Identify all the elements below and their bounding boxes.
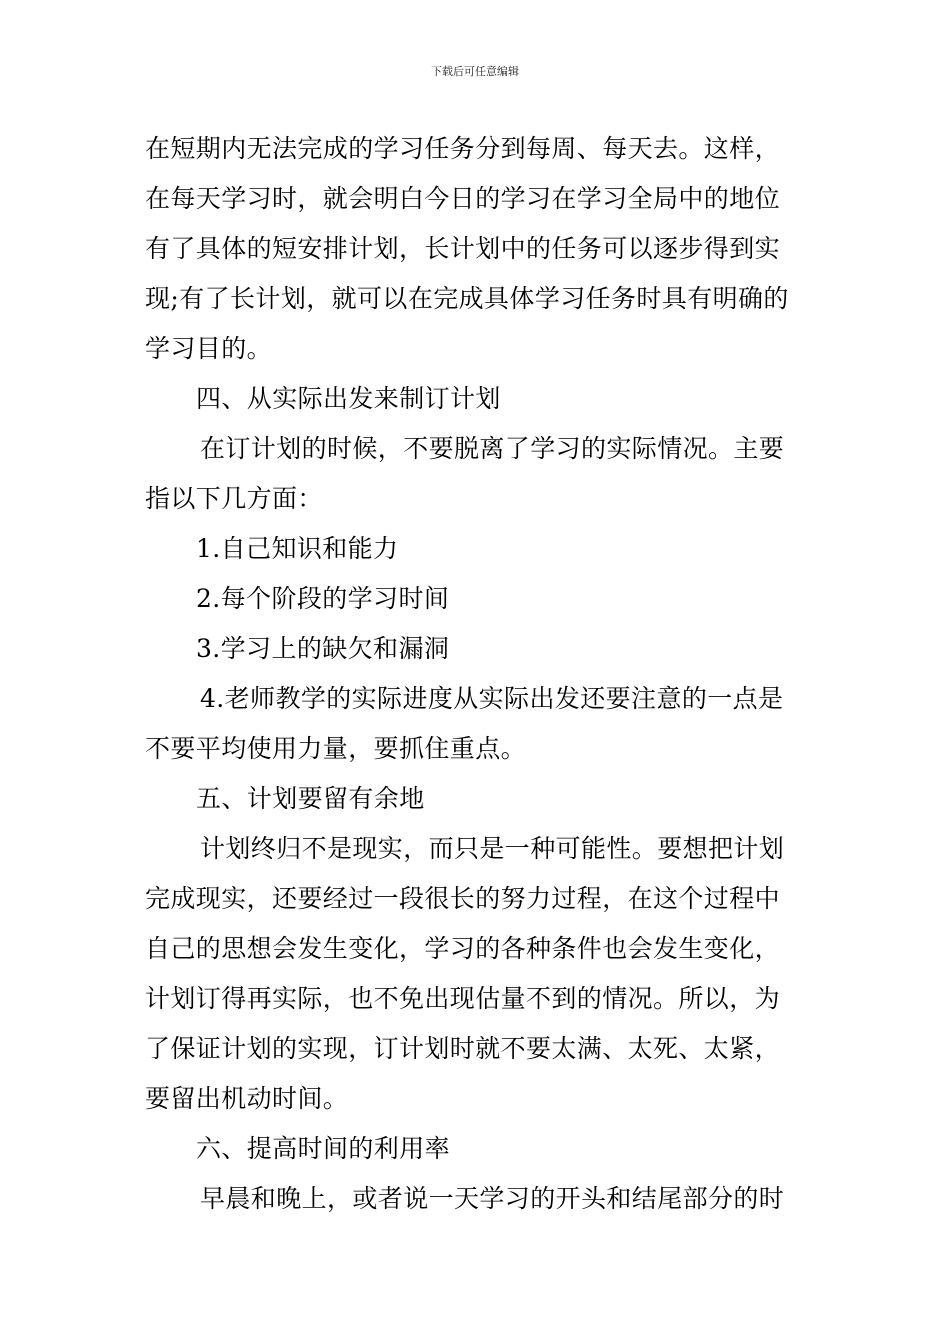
list-item: 1.自己知识和能力: [196, 534, 399, 563]
body-line: 现;有了长计划，就可以在完成具体学习任务时具有明确的: [145, 284, 789, 313]
list-item: 2.每个阶段的学习时间: [196, 584, 450, 613]
section-heading: 四、从实际出发来制订计划: [196, 384, 501, 413]
body-line: 了保证计划的实现，订计划时就不要太满、太死、太紧，: [145, 1034, 781, 1063]
body-line: 在短期内无法完成的学习任务分到每周、每天去。这样，: [145, 134, 781, 163]
body-line: 有了具体的短安排计划，长计划中的任务可以逐步得到实: [145, 234, 781, 263]
section-heading: 六、提高时间的利用率: [196, 1134, 451, 1163]
page-header: 下载后可任意编辑: [431, 65, 519, 78]
body-line: 计划订得再实际，也不免出现估量不到的情况。所以，为: [145, 984, 781, 1013]
body-line: 计划终归不是现实，而只是一种可能性。要想把计划: [200, 834, 785, 863]
section-heading: 五、计划要留有余地: [196, 784, 425, 813]
body-line: 学习目的。: [145, 334, 273, 363]
body-line: 早晨和晚上，或者说一天学习的开头和结尾部分的时: [200, 1184, 785, 1213]
body-line: 不要平均使用力量，要抓住重点。: [145, 734, 527, 763]
list-item: 3.学习上的缺欠和漏洞: [196, 634, 450, 663]
body-line: 自己的思想会发生变化，学习的各种条件也会发生变化，: [145, 934, 781, 963]
body-line: 指以下几方面：: [145, 484, 323, 513]
body-line: 在每天学习时，就会明白今日的学习在学习全局中的地位: [145, 184, 781, 213]
body-line: 在订计划的时候，不要脱离了学习的实际情况。主要: [200, 434, 785, 463]
list-item: 4.老师教学的实际进度从实际出发还要注意的一点是: [200, 684, 784, 713]
body-line: 完成现实，还要经过一段很长的努力过程，在这个过程中: [145, 884, 781, 913]
body-line: 要留出机动时间。: [145, 1084, 349, 1113]
